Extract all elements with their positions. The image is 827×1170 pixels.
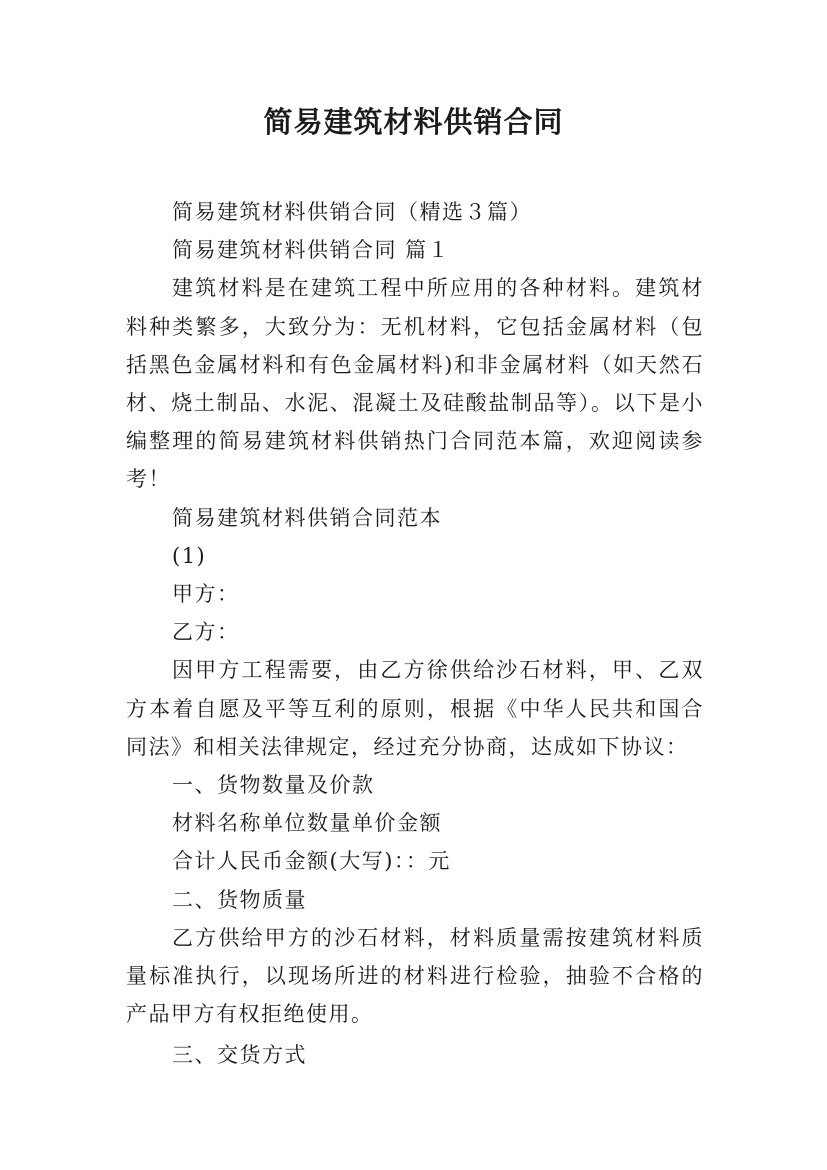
paragraph-clause-2-body: 乙方供给甲方的沙石材料，材料质量需按建筑材料质量标准执行，以现场所进的材料进行检验，抽验不合格的产品甲方有权拒绝使用。	[126, 925, 704, 1027]
paragraph-party-b: 乙方：	[172, 620, 240, 645]
paragraph-clause-3-heading: 三、交货方式	[172, 1043, 307, 1068]
paragraph-intro: 建筑材料是在建筑工程中所应用的各种材料。建筑材料种类繁多，大致分为：无机材料，它包括金属材料（包括黑色金属材料和有色金属材料)和非金属材料（如天然石材、烧土制品、水泥、混凝土及硅酸盐制品等）。以下是小编整理的简易建筑材料供销热门合同范本篇，欢迎阅读参考！	[126, 276, 704, 492]
paragraph-subtitle: 简易建筑材料供销合同（精选３篇）	[172, 200, 532, 224]
paragraph-number: (1)	[172, 543, 207, 568]
paragraph-clause-1-heading: 一、货物数量及价款	[172, 773, 375, 798]
paragraph-total-amount: 合计人民币金额(大写)：：元	[172, 849, 451, 874]
paragraph-table-header: 材料名称单位数量单价金额	[172, 811, 442, 836]
paragraph-section-heading: 简易建筑材料供销合同 篇１	[172, 238, 451, 263]
paragraph-preamble: 因甲方工程需要，由乙方徐供给沙石材料，甲、乙双方本着自愿及平等互利的原则，根据《中华人民共和国合同法》和相关法律规定，经过充分协商，达成如下协议：	[126, 658, 704, 759]
paragraph-party-a: 甲方：	[172, 582, 240, 607]
document-title: 简易建筑材料供销合同	[263, 105, 564, 139]
document-body	[126, 193, 704, 1075]
paragraph-template-title: 简易建筑材料供销合同范本	[172, 505, 442, 530]
paragraph-clause-2-heading: 二、货物质量	[172, 887, 307, 912]
